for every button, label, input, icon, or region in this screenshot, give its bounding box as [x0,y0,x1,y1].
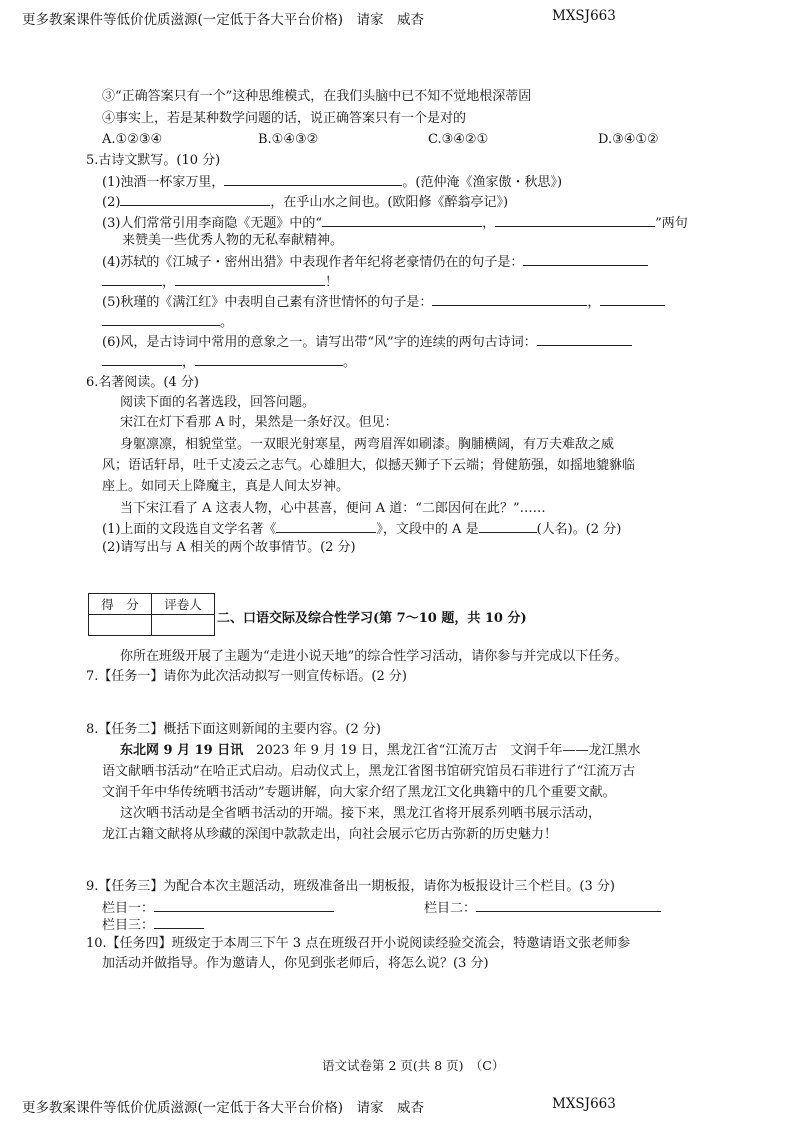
answer-blank[interactable] [495,213,655,227]
q9-column2: 栏目二： [424,898,661,918]
answer-blank[interactable] [102,312,220,326]
q5-item1 [102,172,562,192]
q5-item4-cont: ， ！ [102,272,338,292]
section2-title: 二、口语交际及综合性学习(第 7～10 题，共 10 分) [217,611,527,626]
q8-news-line5: 龙江古籍文献将从珍藏的深闺中款款走出，向社会展示它历古弥新的历史魅力！ [102,827,558,842]
q5-item6 [102,332,632,352]
answer-blank[interactable] [102,352,182,366]
q6-passage-p2a: 身躯凛凛，相貌堂堂。一双眼光射寒星，两弯眉浑如刷漆。胸脯横阔，有万夫难敌之威 [120,437,615,452]
answer-blank[interactable] [120,192,270,206]
page-number: 语文试卷第 2 页(共 8 页) （C） [322,1058,505,1073]
answer-blank[interactable] [154,898,334,912]
q4-option-d: D.③④①② [598,132,659,147]
header-promo-text: 更多教案课件等低价优质滋源(一定低于各大平台价格) 请家 威杏 [22,12,425,28]
score-label: 得 分 [89,594,152,615]
q8-news-line4: 这次晒书活动是全省晒书活动的开端。接下来，黑龙江省将开展系列晒书展示活动， [120,806,602,821]
answer-blank[interactable] [322,213,482,227]
header-code: MXSJ663 [552,8,616,24]
grader-cell[interactable] [152,615,215,636]
q5-item3: (3)人们常常引用李商隐《无题》中的“ ， ”两句 [102,213,688,233]
q6-passage-p2c: 座上。如同天上降魔主，真是人间太岁神。 [102,479,350,494]
q5-item3-cont: 来赞美一些优秀人物的无私奉献精神。 [122,233,344,248]
q4-option-c: C.③④②① [428,132,489,147]
answer-blank[interactable] [432,292,587,306]
q6-sub2: (2)请写出与 A 相关的两个故事情节。(2 分) [102,540,356,555]
q9-column3: 栏目三： [102,915,204,935]
q9-title: 9.【任务三】为配合本次主题活动，班级准备出一期板报，请你为板报设计三个栏目。(3 分) [86,879,615,894]
q4-option-b: B.①④③② [258,132,319,147]
header-promo [22,8,616,28]
q5-item3-text: (3)人们常常引用李商隐《无题》中的“ [102,216,323,231]
q7: 7.【任务一】请你为此次活动拟写一则宣传标语。(2 分) [86,669,407,684]
q5-item6-cont: ， 。 [102,352,356,372]
answer-blank[interactable] [102,272,162,286]
answer-blank[interactable] [175,272,325,286]
q5-item5-cont: 。 [102,312,233,332]
score-cell[interactable] [89,615,152,636]
q6-intro: 阅读下面的名著选段，回答问题。 [120,395,316,410]
q6-passage-p1: 宋江在灯下看那 A 时，果然是一条好汉。但见： [120,415,398,430]
answer-blank[interactable] [537,332,632,346]
grader-label: 评卷人 [152,594,215,615]
q6-passage-p3: 当下宋江看了 A 这表人物，心中甚喜，便问 A 道：“二郎因何在此？”…… [120,501,546,516]
q4-option-a: A.①②③④ [102,132,163,147]
q8-news-line3: 文润千年中华传统晒书活动”专题讲解，向大家介绍了黑龙江文化典籍中的几个重要文献。 [102,785,616,800]
q6-sub1: (1)上面的文段选自文学名著《 》，文段中的 A 是 (人名)。(2 分) [102,519,621,539]
footer-promo-text: 更多教案课件等低价优质滋源(一定低于各大平台价格) 请家 威杏 [22,1100,425,1116]
answer-blank[interactable] [195,352,343,366]
q10-line1: 10.【任务四】班级定于本周三下午 3 点在班级召开小说阅读经验交流会，特邀请语文张老师参 [86,936,631,951]
answer-blank[interactable] [276,519,376,533]
q8-news-dateline: 东北网 9 月 19 日讯 [120,743,244,758]
q4-item4: ④事实上，若是某种数学问题的话，说正确答案只有一个是对的 [102,111,467,126]
q5-item5: (5)秋瑾的《满江红》中表明自己素有济世情怀的句子是： ， [102,292,665,312]
footer-promo [22,1096,616,1116]
q5-item4 [102,252,648,272]
answer-blank[interactable] [523,252,648,266]
q5-item5-text: (5)秋瑾的《满江红》中表明自己素有济世情怀的句子是： [102,295,433,310]
answer-blank[interactable] [154,915,204,929]
q5-item6-text: (6)风，是古诗词中常用的意象之一。请写出带“风”字的连续的两句古诗词： [102,335,537,350]
q5-item1-source: 。(范仲淹《渔家傲・秋思》) [402,175,563,190]
answer-blank[interactable] [224,172,402,186]
q8-title: 8.【任务二】概括下面这则新闻的主要内容。(2 分) [86,722,381,737]
q6-title: 6.名著阅读。(4 分) [86,375,199,390]
q5-item1-text: (1)浊酒一杯家万里， [102,175,225,190]
q8-news-line1: 东北网 9 月 19 日讯 2023 年 9 月 19 日，黑龙江省“江流万古 文润千年——龙江黑水 [120,743,641,758]
q10-line2: 加活动并做指导。作为邀请人，你见到张老师后，将怎么说？(3 分) [102,956,489,971]
answer-blank[interactable] [476,898,661,912]
section2-intro: 你所在班级开展了主题为“走进小说天地”的综合性学习活动，请你参与并完成以下任务。 [120,649,628,664]
answer-blank[interactable] [479,519,537,533]
q8-news-line2: 语文献晒书活动”在哈正式启动。启动仪式上，黑龙江省图书馆研究馆员石菲进行了“江流万古 [102,764,636,779]
footer-code: MXSJ663 [552,1096,616,1112]
score-box [88,593,215,636]
answer-blank[interactable] [600,292,665,306]
q4-item3: ③“正确答案只有一个”这种思维模式，在我们头脑中已不知不觉地根深蒂固 [102,89,532,104]
q5-item2: (2) ，在乎山水之间也。(欧阳修《醉翁亭记》) [102,192,508,212]
q6-passage-p2b: 风；语话轩昂，吐千丈凌云之志气。心雄胆大，似撼天狮子下云端；骨健筋强，如摇地貔貅临 [102,458,636,473]
q9-column1: 栏目一： [102,898,334,918]
q5-item4-text: (4)苏轼的《江城子・密州出猎》中表现作者年纪将老豪情仍在的句子是： [102,255,524,270]
q5-title: 5.古诗文默写。(10 分) [86,153,221,168]
q5-item2-text: ，在乎山水之间也。(欧阳修《醉翁亭记》) [270,195,509,210]
